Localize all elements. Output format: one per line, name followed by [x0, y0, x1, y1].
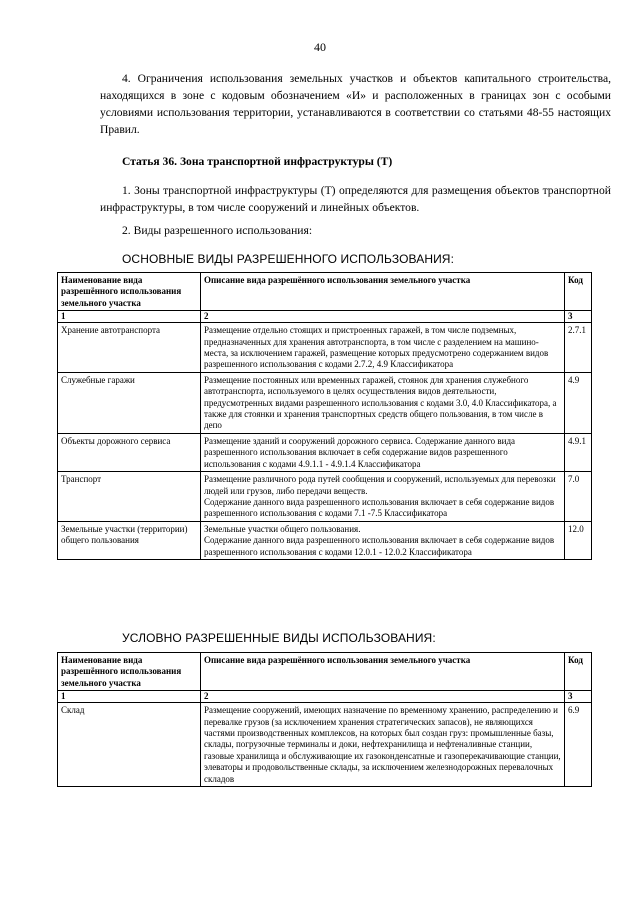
header-name: Наименование вида разрешённого использования земельного участка — [58, 273, 201, 311]
use-name: Объекты дорожного сервиса — [58, 433, 201, 471]
use-description: Размещение постоянных или временных гаражей, стоянок для хранения служебного автотранспорта, используемого в целях осуществления видов деятельности, предусмотренных видами разрешенного использования с кодами 3.0, 4.0 Классификатора, а также для стоянки и хранения транспортных средств общего пользования, в том числе в депо — [201, 372, 565, 433]
column-number: 2 — [201, 311, 565, 323]
paragraph-restrictions: 4. Ограничения использования земельных участков и объектов капитального строительства, находящихся в зоне с кодовым обозначением «И» и расположенных в границах зон с особыми условиями использования территории, устанавливаются в соответствии со статьями 48-55 настоящих Правил. — [100, 72, 611, 136]
table-row — [58, 703, 592, 787]
table-row — [58, 372, 592, 433]
use-name: Земельные участки (территории) общего пользования — [58, 521, 201, 559]
column-number: 3 — [565, 311, 592, 323]
section-title-conditional-uses: УСЛОВНО РАЗРЕШЕННЫЕ ВИДЫ ИСПОЛЬЗОВАНИЯ: — [122, 631, 436, 645]
header-description: Описание вида разрешённого использования земельного участка — [201, 273, 565, 311]
use-name: Служебные гаражи — [58, 372, 201, 433]
description-line: Земельные участки общего пользования. — [204, 523, 361, 534]
use-code: 7.0 — [565, 472, 592, 522]
header-code: Код — [565, 273, 592, 311]
column-number-row — [58, 691, 592, 703]
use-description — [201, 521, 565, 559]
use-description: Размещение сооружений, имеющих назначение по временному хранению, распределению и перевалке грузов (за исключением хранения стратегических запасов), не являющихся частями производственных комплексов, на которых был создан груз: промышленные базы, склады, погрузочные терминалы и доки, нефтехранилища и нефтеналивные станции, газовые хранилища и обслуживающие их газоконденсатные и газоперекачивающие станции, элеваторы и продовольственные склады, за исключением железнодорожных перевалочных складов — [201, 703, 565, 787]
description-line: Размещение различного рода путей сообщения и сооружений, используемых для перевозки людей или грузов, либо передачи веществ. — [204, 474, 556, 496]
table-row — [58, 433, 592, 471]
paragraph-use-types: 2. Виды разрешенного использования: — [122, 224, 313, 237]
column-number-row — [58, 311, 592, 323]
use-code: 6.9 — [565, 703, 592, 787]
paragraph-zone-definition: 1. Зоны транспортной инфраструктуры (Т) определяются для размещения объектов транспортной инфраструктуры, в том числе сооружений и линейных объектов. — [100, 184, 611, 214]
use-description: Размещение зданий и сооружений дорожного сервиса. Содержание данного вида разрешенного использования включает в себя содержание видов разрешенного использования с кодами 4.9.1.1 - 4.9.1.4 Классификатора — [201, 433, 565, 471]
column-number: 2 — [201, 691, 565, 703]
use-name: Склад — [58, 703, 201, 787]
table-row — [58, 521, 592, 559]
use-code: 12.0 — [565, 521, 592, 559]
header-description: Описание вида разрешённого использования земельного участка — [201, 653, 565, 691]
description-line: Содержание данного вида разрешенного использования включает в себя содержание видов разрешенного использования с кодами 12.0.1 - 12.0.2 Классификатора — [204, 535, 555, 557]
table-row — [58, 472, 592, 522]
section-title-main-uses: ОСНОВНЫЕ ВИДЫ РАЗРЕШЕННОГО ИСПОЛЬЗОВАНИЯ: — [122, 252, 455, 266]
page-number: 40 — [314, 40, 326, 54]
table-header-row — [58, 273, 592, 311]
conditional-uses-table — [57, 652, 592, 787]
article-heading: Статья 36. Зона транспортной инфраструктуры (Т) — [122, 155, 393, 168]
use-name: Хранение автотранспорта — [58, 323, 201, 373]
header-code: Код — [565, 653, 592, 691]
table-row — [58, 323, 592, 373]
use-code: 4.9 — [565, 372, 592, 433]
use-description: Размещение отдельно стоящих и пристроенных гаражей, в том числе подземных, предназначенных для хранения автотранспорта, в том числе с разделением на машино-места, за исключением гаражей, размещение которых предусмотрено содержанием видов разрешенного использования с кодами 2.7.2, 4.9 Классификатора — [201, 323, 565, 373]
column-number: 3 — [565, 691, 592, 703]
use-code: 4.9.1 — [565, 433, 592, 471]
column-number: 1 — [58, 311, 201, 323]
column-number: 1 — [58, 691, 201, 703]
use-description — [201, 472, 565, 522]
header-name: Наименование вида разрешённого использования земельного участка — [58, 653, 201, 691]
table-header-row — [58, 653, 592, 691]
main-uses-table — [57, 272, 592, 560]
use-name: Транспорт — [58, 472, 201, 522]
use-code: 2.7.1 — [565, 323, 592, 373]
description-line: Содержание данного вида разрешенного использования включает в себя содержание видов разрешенного использования с кодами 7.1 -7.5 Классификатора — [204, 496, 555, 519]
